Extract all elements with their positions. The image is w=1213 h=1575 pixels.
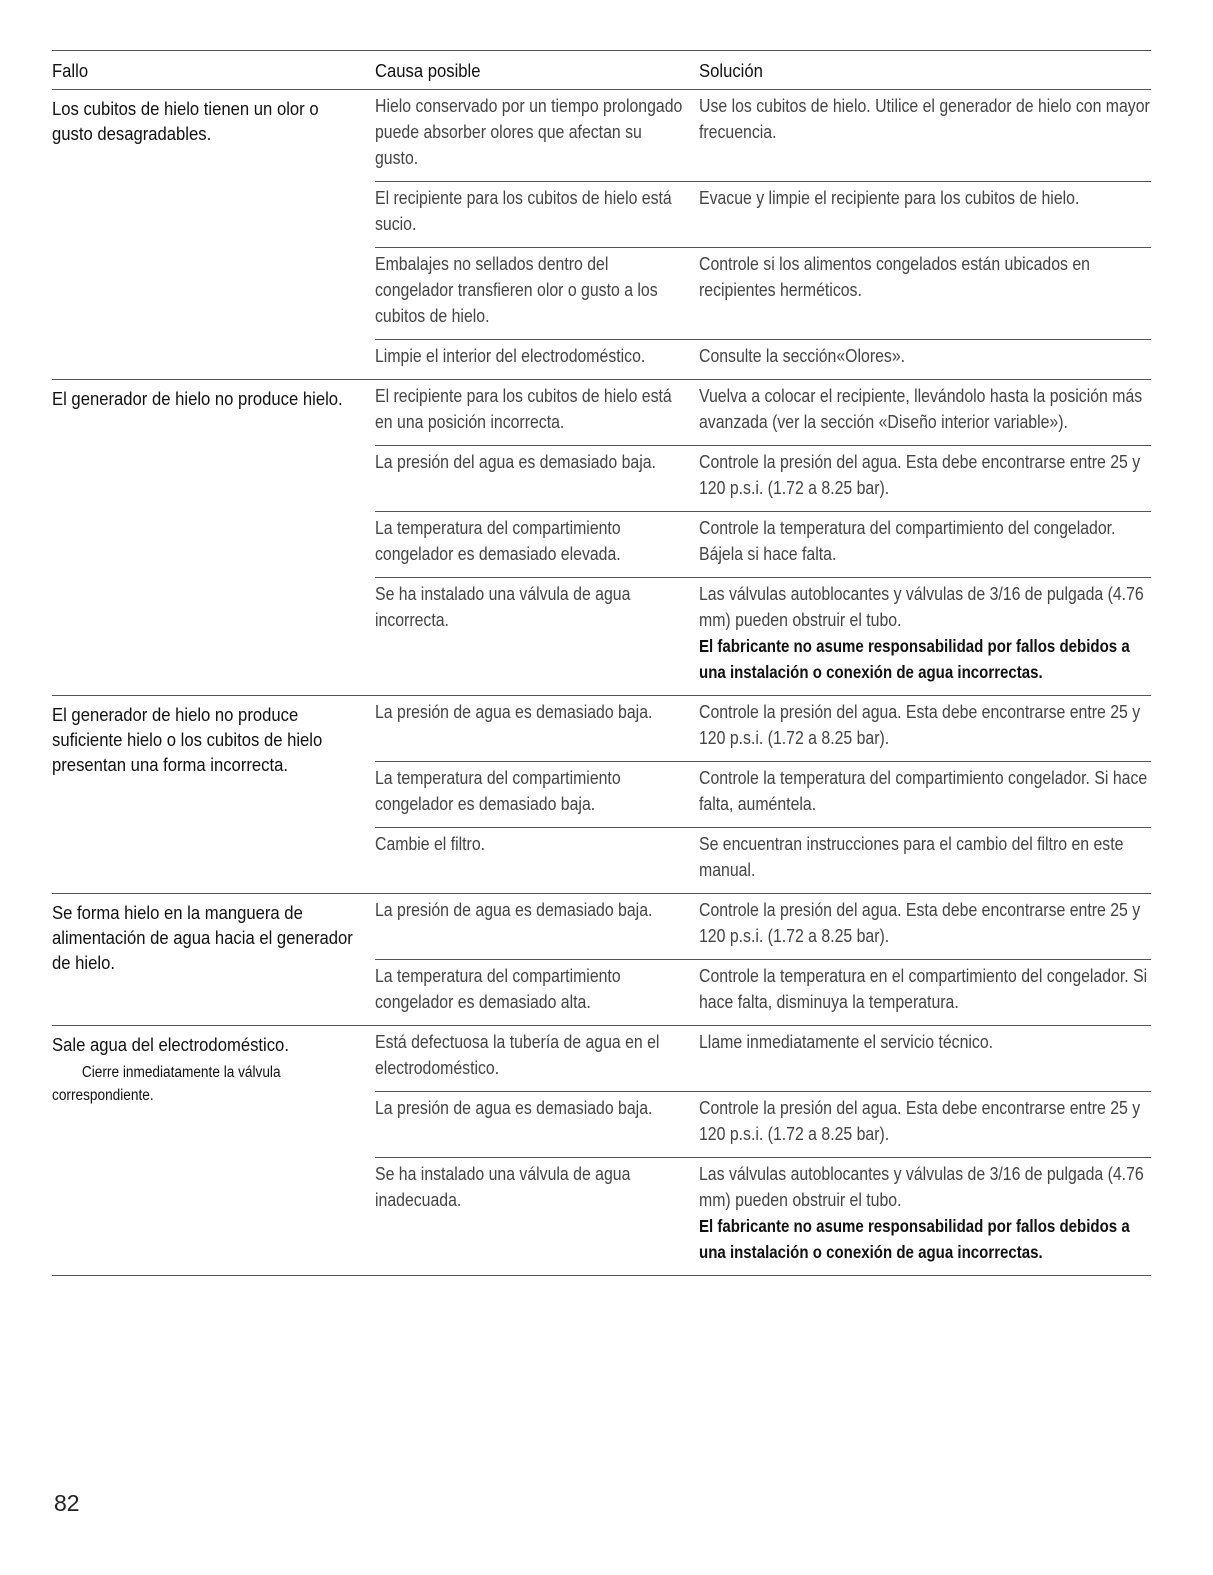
solution-text: Controle la temperatura del compartimiento del congelador. Bájela si hace falta.	[699, 518, 1116, 564]
solution-text: Las válvulas autoblocantes y válvulas de 3/16 de pulgada (4.76 mm) pueden obstruir el tubo.	[699, 1164, 1144, 1210]
table-row	[375, 1026, 1151, 1092]
solution-text: Controle la presión del agua. Esta debe encontrarse entre 25 y 120 p.s.i. (1.72 a 8.25 bar).	[699, 900, 1141, 946]
solution-cell	[699, 512, 1151, 577]
cause-text: Está defectuosa la tubería de agua en el electrodoméstico.	[375, 1032, 660, 1078]
solution-text: Vuelva a colocar el recipiente, llevándolo hasta la posición más avanzada (ver la sección «Diseño interior variable»).	[699, 386, 1143, 432]
fault-text: Los cubitos de hielo tienen un olor o gusto desagradables.	[52, 98, 319, 144]
fault-group	[52, 380, 1151, 696]
cause-cell	[375, 894, 686, 959]
solution-cell	[699, 762, 1151, 827]
fault-cell	[52, 90, 362, 379]
solution-cell	[699, 340, 1151, 379]
table-row	[375, 90, 1151, 182]
fault-text: Sale agua del electrodoméstico.	[52, 1034, 289, 1055]
page-number: 82	[54, 1490, 80, 1516]
cause-text: La presión del agua es demasiado baja.	[375, 452, 656, 472]
fault-cell	[52, 1026, 362, 1275]
cause-cell	[375, 380, 686, 445]
cause-cell	[375, 960, 686, 1025]
solution-cell	[699, 696, 1151, 761]
header-cause: Causa posible	[375, 60, 481, 81]
cause-cell	[375, 578, 686, 695]
fault-cell	[52, 696, 362, 893]
warning-text: El fabricante no asume responsabilidad por fallos debidos a una instalación o conexión de agua incorrectas.	[699, 636, 1130, 682]
table-row	[375, 340, 1151, 379]
solution-cell	[699, 578, 1151, 695]
solution-cell	[699, 90, 1151, 181]
cause-cell	[375, 512, 686, 577]
cause-text: La temperatura del compartimiento congelador es demasiado baja.	[375, 768, 621, 814]
table-row	[375, 446, 1151, 512]
cause-text: El recipiente para los cubitos de hielo está sucio.	[375, 188, 672, 234]
solution-text: Llame inmediatamente el servicio técnico.	[699, 1032, 994, 1052]
fault-cell	[52, 380, 362, 695]
solution-text: Controle la presión del agua. Esta debe encontrarse entre 25 y 120 p.s.i. (1.72 a 8.25 bar).	[699, 452, 1141, 498]
table-row	[375, 828, 1151, 893]
cause-text: La presión de agua es demasiado baja.	[375, 1098, 653, 1118]
solution-cell	[699, 248, 1151, 339]
solution-cell	[699, 960, 1151, 1025]
cause-text: El recipiente para los cubitos de hielo está en una posición incorrecta.	[375, 386, 672, 432]
table-row	[375, 1158, 1151, 1275]
cause-solution-rows	[375, 1026, 1151, 1275]
solution-text: Controle la temperatura del compartimiento congelador. Si hace falta, auméntela.	[699, 768, 1148, 814]
cause-text: Embalajes no sellados dentro del congelador transfieren olor o gusto a los cubitos de hielo.	[375, 254, 658, 326]
fault-group	[52, 1026, 1151, 1276]
solution-text: Controle si los alimentos congelados están ubicados en recipientes herméticos.	[699, 254, 1090, 300]
cause-text: La temperatura del compartimiento congelador es demasiado elevada.	[375, 518, 621, 564]
solution-text: Se encuentran instrucciones para el cambio del filtro en este manual.	[699, 834, 1124, 880]
solution-cell	[699, 380, 1151, 445]
cause-text: Limpie el interior del electrodoméstico.	[375, 346, 646, 366]
fault-note-second-line: correspondiente.	[52, 1087, 154, 1104]
cause-text: Cambie el filtro.	[375, 834, 486, 854]
header-fault: Fallo	[52, 60, 89, 81]
cause-text: La temperatura del compartimiento congelador es demasiado alta.	[375, 966, 621, 1012]
table-row	[375, 512, 1151, 578]
table-row	[375, 182, 1151, 248]
cause-cell	[375, 1026, 686, 1091]
cause-solution-rows	[375, 90, 1151, 379]
solution-cell	[699, 1158, 1151, 1275]
table-row	[375, 894, 1151, 960]
solution-cell	[699, 1092, 1151, 1157]
table-header	[52, 51, 1151, 90]
solution-cell	[699, 1026, 1151, 1091]
table-row	[375, 578, 1151, 695]
table-row	[375, 960, 1151, 1025]
cause-cell	[375, 1092, 686, 1157]
solution-text: Las válvulas autoblocantes y válvulas de 3/16 de pulgada (4.76 mm) pueden obstruir el tubo.	[699, 584, 1144, 630]
fault-note	[52, 1061, 360, 1107]
fault-note-first-line: Cierre inmediatamente la válvula	[81, 1064, 281, 1081]
fault-group	[52, 696, 1151, 894]
table-row	[375, 1092, 1151, 1158]
fault-group	[52, 894, 1151, 1026]
header-solution: Solución	[699, 60, 763, 81]
fault-text: El generador de hielo no produce hielo.	[52, 388, 343, 409]
solution-text: Controle la presión del agua. Esta debe encontrarse entre 25 y 120 p.s.i. (1.72 a 8.25 bar).	[699, 702, 1141, 748]
cause-cell	[375, 446, 686, 511]
fault-cell	[52, 894, 362, 1025]
solution-cell	[699, 446, 1151, 511]
table-row	[375, 696, 1151, 762]
solution-cell	[699, 182, 1151, 247]
solution-text: Consulte la sección«Olores».	[699, 346, 906, 366]
fault-text: El generador de hielo no produce suficiente hielo o los cubitos de hielo presentan una forma incorrecta.	[52, 704, 323, 775]
warning-text: El fabricante no asume responsabilidad por fallos debidos a una instalación o conexión de agua incorrectas.	[699, 1216, 1130, 1262]
cause-cell	[375, 90, 686, 181]
solution-text: Use los cubitos de hielo. Utilice el generador de hielo con mayor frecuencia.	[699, 96, 1150, 142]
table-row	[375, 762, 1151, 828]
troubleshooting-table	[52, 50, 1151, 1276]
table-row	[375, 248, 1151, 340]
fault-text: Se forma hielo en la manguera de alimentación de agua hacia el generador de hielo.	[52, 902, 353, 973]
cause-text: Se ha instalado una válvula de agua inadecuada.	[375, 1164, 631, 1210]
cause-text: La presión de agua es demasiado baja.	[375, 900, 653, 920]
table-row	[375, 380, 1151, 446]
cause-text: Se ha instalado una válvula de agua incorrecta.	[375, 584, 631, 630]
cause-cell	[375, 828, 686, 893]
fault-group	[52, 90, 1151, 380]
cause-cell	[375, 340, 686, 379]
cause-solution-rows	[375, 696, 1151, 893]
cause-cell	[375, 696, 686, 761]
solution-cell	[699, 894, 1151, 959]
solution-text: Controle la presión del agua. Esta debe encontrarse entre 25 y 120 p.s.i. (1.72 a 8.25 bar).	[699, 1098, 1141, 1144]
cause-solution-rows	[375, 894, 1151, 1025]
cause-cell	[375, 762, 686, 827]
cause-text: Hielo conservado por un tiempo prolongado puede absorber olores que afectan su gusto.	[375, 96, 683, 168]
solution-text: Controle la temperatura en el compartimiento del congelador. Si hace falta, disminuya la temperatura.	[699, 966, 1148, 1012]
solution-cell	[699, 828, 1151, 893]
cause-cell	[375, 182, 686, 247]
cause-cell	[375, 1158, 686, 1275]
cause-solution-rows	[375, 380, 1151, 695]
cause-text: La presión de agua es demasiado baja.	[375, 702, 653, 722]
solution-text: Evacue y limpie el recipiente para los cubitos de hielo.	[699, 188, 1080, 208]
cause-cell	[375, 248, 686, 339]
